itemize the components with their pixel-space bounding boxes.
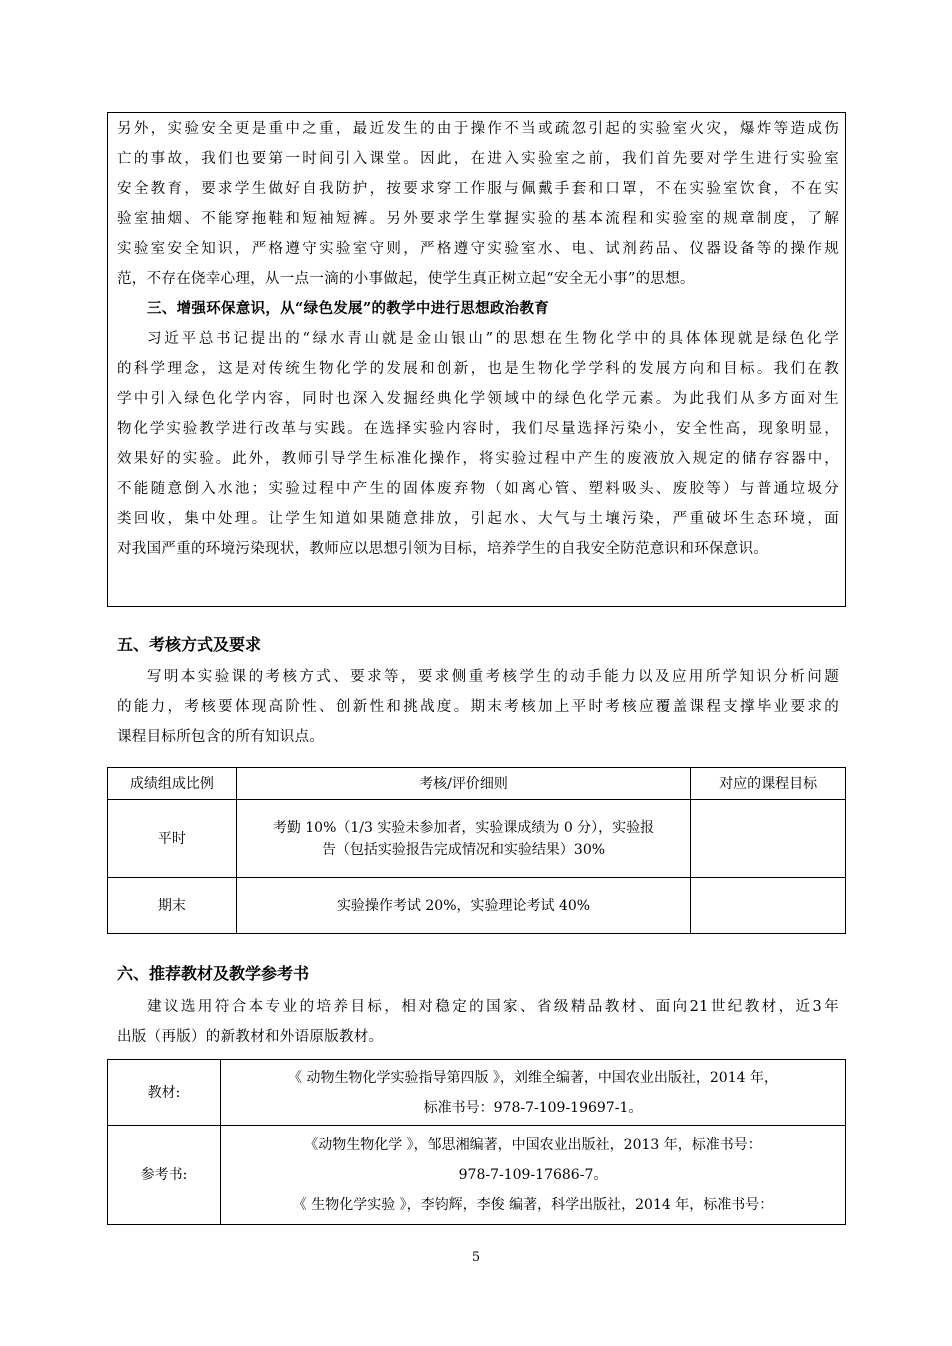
detail-line: 978-7-109-17686-7。 bbox=[458, 1167, 608, 1183]
row-detail bbox=[236, 878, 690, 934]
text-line: 课程目标所包含的所有知识点。 bbox=[117, 729, 325, 745]
table-row bbox=[108, 800, 846, 878]
row-detail bbox=[236, 800, 690, 878]
detail-line: 告（包括实验报告完成情况和实验结果）30% bbox=[321, 841, 606, 858]
textbook-detail bbox=[221, 1060, 846, 1126]
text-line: 安全教育，要求学生做好自我防护，按要求穿工作服与佩戴手套和口罩，不在实验室饮食，不在实 bbox=[117, 181, 839, 197]
text-line: 对我国严重的环境污染现状，教师应以思想引领为目标，培养学生的自我安全防范意识和环保意识。 bbox=[117, 541, 769, 557]
section-6-paragraph bbox=[117, 992, 839, 1052]
text-line: 范，不存在侥幸心理，从一点一滴的小事做起，使学生真正树立起“安全无小事”的思想。 bbox=[117, 271, 695, 287]
text-line: 实验室安全知识，严格遵守实验室守则，严格遵守实验室水、电、试剂药品、仪器设备等的操作规 bbox=[117, 241, 839, 257]
text-line: 不能随意倒入水池；实验过程中产生的固体废弃物（如离心管、塑料吸头、废胶等）与普通垃圾分 bbox=[117, 481, 839, 497]
subsection-heading: 三、增强环保意识，从“绿色发展”的教学中进行思想政治教育 bbox=[147, 300, 550, 317]
text-line: 出版（再版）的新教材和外语原版教材。 bbox=[117, 1029, 384, 1045]
section-5-paragraph bbox=[117, 662, 839, 752]
textbook-label: 教材: bbox=[108, 1060, 221, 1126]
detail-line: 实验操作考试 20%，实验理论考试 40% bbox=[336, 897, 591, 914]
text-line: 另外，实验安全更是重中之重，最近发生的由于操作不当或疏忽引起的实验室火灾，爆炸等造成伤 bbox=[117, 121, 839, 137]
table-header: 考核/评价细则 bbox=[236, 768, 690, 800]
detail-line: 《 生物化学实验 》，李钧辉，李俊 编著，科学出版社，2014 年，标准书号： bbox=[292, 1197, 774, 1213]
detail-line: 《 动物生物化学实验指导第四版 》，刘维全编著，中国农业出版社，2014 年， bbox=[288, 1069, 778, 1086]
section-5-title: 五、考核方式及要求 bbox=[117, 635, 262, 654]
section-6-title: 六、推荐教材及教学参考书 bbox=[117, 964, 310, 983]
textbook-table bbox=[107, 1059, 846, 1225]
detail-line: 标准书号：978-7-109-19697-1。 bbox=[423, 1099, 643, 1116]
table-header: 成绩组成比例 bbox=[108, 768, 237, 800]
row-target bbox=[691, 878, 846, 934]
text-line: 建议选用符合本专业的培养目标，相对稳定的国家、省级精品教材、面向21世纪教材，近3年 bbox=[147, 999, 839, 1015]
text-line: 类回收，集中处理。让学生知道如果随意排放，引起水、大气与土壤污染，严重破坏生态环境，面 bbox=[117, 511, 839, 527]
safety-paragraph bbox=[117, 114, 839, 564]
text-line: 写明本实验课的考核方式、要求等，要求侧重考核学生的动手能力以及应用所学知识分析问题 bbox=[147, 669, 839, 685]
table-row bbox=[108, 878, 846, 934]
textbook-row bbox=[108, 1060, 846, 1126]
row-target bbox=[691, 800, 846, 878]
page-number: 5 bbox=[471, 1250, 481, 1265]
reference-detail bbox=[221, 1126, 846, 1225]
detail-line: 考勤 10%（1/3 实验未参加者，实验课成绩为 0 分），实验报 bbox=[272, 819, 655, 836]
row-name: 期末 bbox=[108, 878, 237, 934]
text-line: 亡的事故，我们也要第一时间引入课堂。因此，在进入实验室之前，我们首先要对学生进行实验室 bbox=[117, 151, 839, 167]
text-line: 的科学理念，这是对传统生物化学的发展和创新，也是生物化学学科的发展方向和目标。我们在教 bbox=[117, 361, 839, 377]
text-line: 验室抽烟、不能穿拖鞋和短袖短裤。另外要求学生掌握实验的基本流程和实验室的规章制度，了解 bbox=[117, 211, 839, 227]
row-name: 平时 bbox=[108, 800, 237, 878]
table-header-row bbox=[108, 768, 846, 800]
detail-line: 《动物生物化学 》，邹思湘编著，中国农业出版社，2013 年，标准书号： bbox=[304, 1137, 762, 1153]
text-line: 习近平总书记提出的“绿水青山就是金山银山”的思想在生物化学中的具体体现就是绿色化学 bbox=[147, 331, 839, 347]
reference-label: 参考书: bbox=[108, 1126, 221, 1225]
assessment-table bbox=[107, 767, 846, 934]
reference-row bbox=[108, 1126, 846, 1225]
text-line: 物化学实验教学进行改革与实践。在选择实验内容时，我们尽量选择污染小，安全性高，现象明显， bbox=[117, 421, 839, 437]
text-line: 的能力，考核要体现高阶性、创新性和挑战度。期末考核加上平时考核应覆盖课程支撑毕业要求的 bbox=[117, 699, 839, 715]
table-header: 对应的课程目标 bbox=[691, 768, 846, 800]
text-line: 学中引入绿色化学内容，同时也深入发掘经典化学领域中的绿色化学元素。为此我们从多方面对生 bbox=[117, 391, 839, 407]
text-line: 效果好的实验。此外，教师引导学生标准化操作，将实验过程中产生的废液放入规定的储存容器中， bbox=[117, 451, 839, 467]
